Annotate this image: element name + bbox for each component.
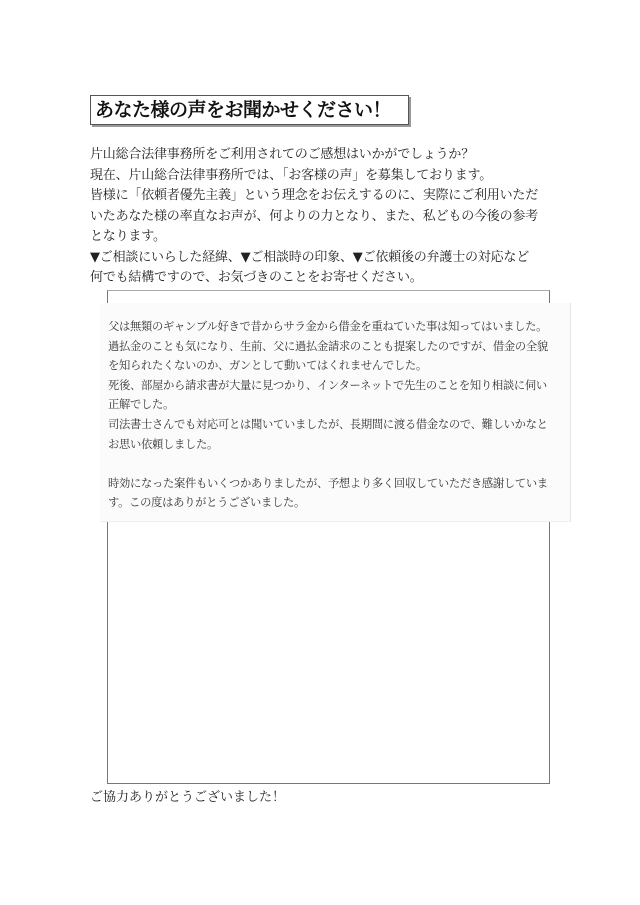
intro-line: 何でも結構ですので、お気づきのことをお寄せください。 <box>90 270 423 285</box>
page-title: あなた様の声をお聞かせください！ <box>90 95 409 125</box>
response-line: 父は無類のギャンブル好きで昔からサラ金から借金を重ねていた事は知ってはいました。 <box>108 320 548 333</box>
response-line: 時効になった案件もいくつかありましたが、予想より多く回収していただき感謝していま <box>108 476 548 490</box>
intro-line: となります。 <box>90 229 166 244</box>
response-line: 司法書士さんでも対応可とは聞いていましたが、長期間に渡る借金なので、難しいかなと <box>108 417 548 431</box>
response-line: す。この度はありがとうございました。 <box>108 496 306 510</box>
response-line: を知られたくないのか、ガンとして動いてはくれませんでした。 <box>108 359 427 373</box>
intro-line: 片山総合法律事務所をご利用されてのご感想はいかがでしょうか？ <box>90 147 475 162</box>
intro-line: ▼ご相談にいらした経緯、▼ご相談時の印象、▼ご依頼後の弁護士の対応など <box>90 249 529 265</box>
intro-line: いたあなた様の率直なお声が、何よりの力となり、また、私どもの今後の参考 <box>90 208 539 224</box>
response-line: お思い依頼しました。 <box>108 437 218 451</box>
response-blank-line <box>108 454 548 474</box>
response-line: 正解でした。 <box>108 398 174 412</box>
response-line: 過払金のことも気になり、生前、父に過払金請求のことも提案したのですが、借金の全貌 <box>108 339 548 353</box>
thank-you-footer: ご協力ありがとうございました！ <box>90 790 286 805</box>
intro-line: 皆様に「依頼者優先主義」という理念をお伝えするのに、実際にご利用いただ <box>90 188 539 203</box>
intro-text <box>90 145 560 289</box>
customer-response <box>100 303 571 522</box>
intro-line: 現在、片山総合法律事務所では、「お客様の声」を募集しております。 <box>90 167 493 183</box>
response-line: 死後、部屋から請求書が大量に見つかり、インターネットで先生のことを知り相談に伺い <box>108 378 547 392</box>
